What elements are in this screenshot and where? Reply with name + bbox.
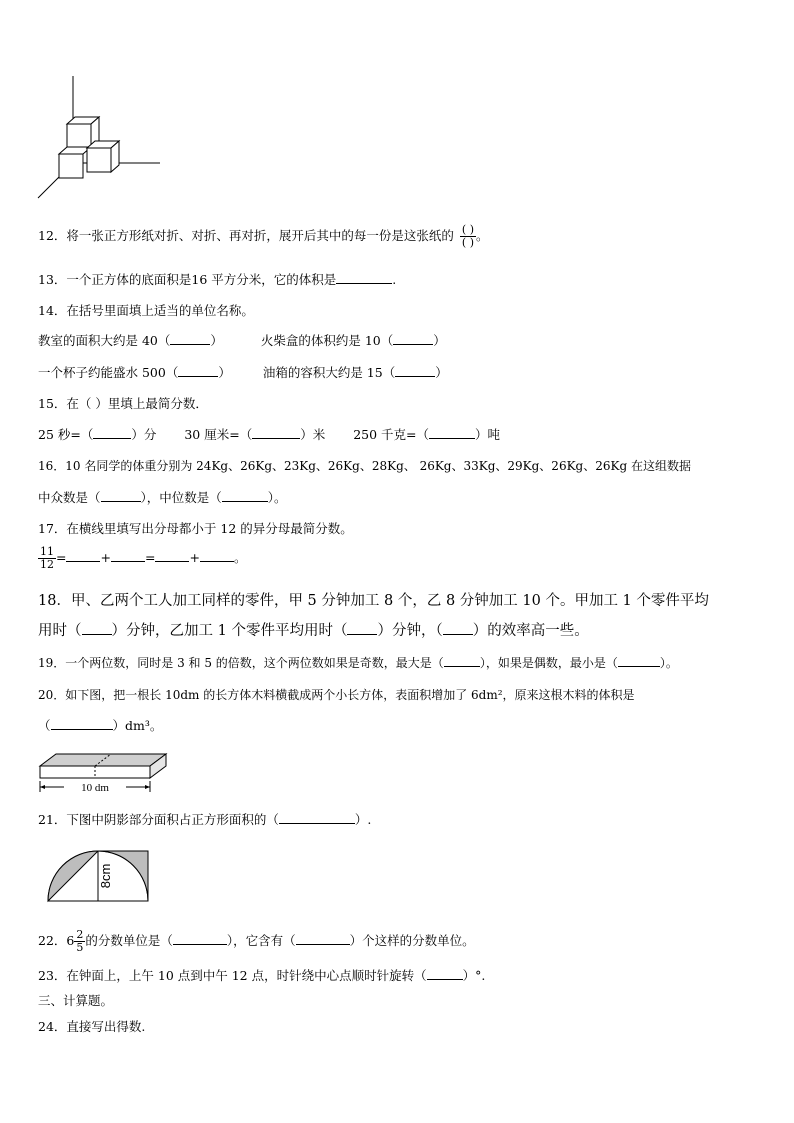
- answer-blank[interactable]: [618, 654, 660, 667]
- answer-blank[interactable]: [170, 332, 210, 345]
- answer-blank[interactable]: [427, 967, 463, 980]
- answer-blank[interactable]: [51, 717, 113, 730]
- question-22: 22．6 $\frac{2}{5}$ 的分数单位是（ ），它含有（ ）个这样的分数单位。: [38, 928, 475, 954]
- answer-blank[interactable]: [429, 426, 475, 439]
- question-20-line1: 20．如下图，把一根长 10dm 的长方体木料横截成两个小长方体，表面积增加了 6dm²，原来这根木料的体积是: [38, 688, 635, 702]
- answer-blank[interactable]: [82, 622, 112, 635]
- answer-blank[interactable]: [66, 549, 100, 562]
- fraction-11-12: $\frac{11}{12}$: [40, 545, 54, 571]
- question-23: 23．在钟面上，上午 10 点到中午 12 点，时针绕中心点顺时针旋转（ ）°.: [38, 968, 486, 983]
- answer-blank[interactable]: [444, 654, 480, 667]
- answer-blank[interactable]: [93, 426, 131, 439]
- question-16-line1: 16．10 名同学的体重分别为 24Kg、26Kg、23Kg、26Kg、28Kg、 26Kg、33Kg、29Kg、26Kg、26Kg 在这组数据: [38, 459, 691, 473]
- answer-blank[interactable]: [443, 622, 473, 635]
- question-12: 12．将一张正方形纸对折、对折、再对折，展开后其中的每一份是这张纸的 $\frac{( )}{( )}$ 。: [38, 223, 489, 249]
- answer-blank[interactable]: [296, 932, 350, 945]
- answer-blank[interactable]: [200, 549, 234, 562]
- question-21: 21．下图中阴影部分面积占正方形面积的（ ）.: [38, 812, 372, 827]
- beam-length-label: 10 dm: [81, 782, 109, 794]
- answer-blank[interactable]: [252, 426, 300, 439]
- answer-blank[interactable]: [173, 932, 227, 945]
- answer-blank[interactable]: [222, 489, 268, 502]
- question-14-title: 14．在括号里面填上适当的单位名称。: [38, 303, 254, 318]
- question-18-line2: 用时（ ）分钟，乙加工 1 个零件平均用时（ ）分钟，（ ）的效率高一些。: [38, 623, 589, 639]
- question-15-row: 25 秒=（ ）分 30 厘米=（ ）米 250 千克=（ ）吨: [38, 427, 501, 442]
- answer-blank[interactable]: [347, 622, 377, 635]
- answer-blank[interactable]: [101, 489, 141, 502]
- answer-fraction[interactable]: $\frac{( )}{( )}$: [461, 223, 474, 249]
- answer-blank[interactable]: [393, 332, 433, 345]
- question-18-line1: 18．甲、乙两个工人加工同样的零件，甲 5 分钟加工 8 个，乙 8 分钟加工 10 个。甲加工 1 个零件平均: [38, 593, 709, 609]
- question-16-line2: 中众数是（ ），中位数是（ ）。: [38, 490, 287, 505]
- answer-blank[interactable]: [336, 271, 392, 284]
- question-14-row1: 教室的面积大约是 40（ ） 火柴盒的体积约是 10（ ）: [38, 333, 446, 348]
- question-15-title: 15．在（ ）里填上最简分数．: [38, 396, 208, 411]
- question-20-line2: （ ）dm³。: [38, 718, 163, 733]
- question-14-row2: 一个杯子约能盛水 500（ ） 油箱的容积大约是 15（ ）: [38, 365, 448, 380]
- question-19: 19．一个两位数，同时是 3 和 5 的倍数，这个两位数如果是奇数，最大是（ ），如果是偶数，最小是（ ）。: [38, 656, 678, 670]
- fraction-2-5: $\frac{2}{5}$: [76, 928, 84, 954]
- question-17-title: 17．在横线里填写出分母都小于 12 的异分母最简分数。: [38, 521, 353, 536]
- semicircle-square-figure: [44, 846, 154, 906]
- answer-blank[interactable]: [111, 549, 145, 562]
- question-17-equation: $\frac{11}{12}$ = + = + 。: [40, 545, 247, 571]
- answer-blank[interactable]: [155, 549, 189, 562]
- section-3-heading: 三、计算题。: [38, 993, 114, 1008]
- question-13: 13．一个正方体的底面积是16 平方分米，它的体积是 .: [38, 272, 397, 287]
- answer-blank[interactable]: [178, 364, 218, 377]
- answer-blank[interactable]: [279, 811, 355, 824]
- question-24: 24．直接写出得数.: [38, 1019, 146, 1034]
- cubes-figure: [30, 72, 170, 204]
- answer-blank[interactable]: [395, 364, 435, 377]
- wood-beam-figure: [36, 750, 172, 796]
- height-label: 8cm: [98, 863, 113, 889]
